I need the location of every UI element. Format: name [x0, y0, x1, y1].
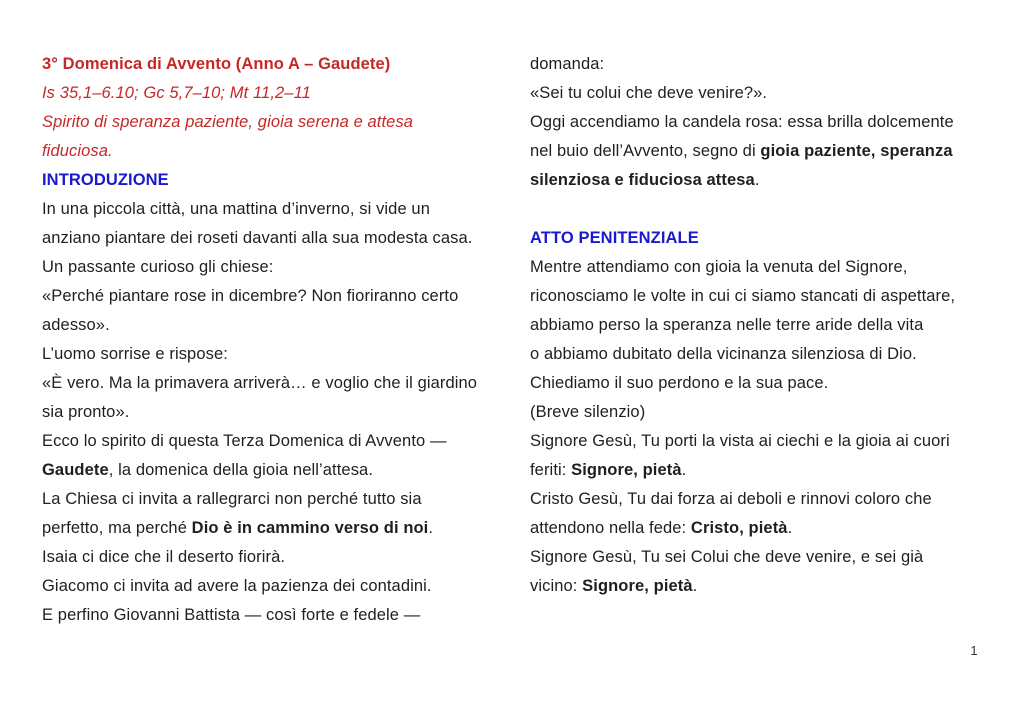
text-run: La Chiesa ci invita a rallegrarci non perché tutto sia [42, 490, 422, 508]
text-line [42, 601, 524, 630]
text-run: . [787, 519, 793, 537]
text-run: , la domenica della gioia nell’attesa. [108, 461, 374, 479]
text-run: Cristo, pietà [690, 519, 788, 537]
left-column [42, 50, 524, 630]
text-run: . [681, 461, 687, 479]
text-line [530, 456, 1000, 485]
text-run: riconosciamo le volte in cui ci siamo stancati di aspettare, [530, 287, 956, 305]
text-run: fiduciosa. [42, 142, 113, 160]
text-line [42, 195, 524, 224]
text-run: Ecco lo spirito di questa Terza Domenica di Avvento — [42, 432, 447, 450]
text-line [42, 50, 524, 79]
text-run: Chiediamo il suo perdono e la sua pace. [530, 374, 829, 392]
text-line [530, 253, 1000, 282]
text-line [42, 108, 524, 137]
text-line [42, 456, 524, 485]
text-run: attendono nella fede: [530, 519, 691, 537]
text-run: «È vero. Ma la primavera arriverà… e voglio che il giardino [42, 374, 478, 392]
text-run: Dio è in cammino verso di noi [191, 519, 429, 537]
text-run: (Breve silenzio) [530, 403, 646, 421]
text-line [42, 224, 524, 253]
text-run: E perfino Giovanni Battista — così forte e fedele — [42, 606, 421, 624]
text-run: INTRODUZIONE [42, 171, 169, 189]
text-run: Oggi accendiamo la candela rosa: essa brilla dolcemente [530, 113, 954, 131]
text-run: 3° Domenica di Avvento (Anno A – Gaudete) [42, 55, 391, 73]
text-run: . [692, 577, 698, 595]
text-line [530, 79, 1000, 108]
text-line [530, 369, 1000, 398]
text-run: ATTO PENITENZIALE [530, 229, 699, 247]
text-run: «Sei tu colui che deve venire?». [530, 84, 768, 102]
text-line [530, 572, 1000, 601]
text-line [530, 50, 1000, 79]
text-run: sia pronto». [42, 403, 130, 421]
text-line [530, 543, 1000, 572]
text-run: In una piccola città, una mattina d’inverno, si vide un [42, 200, 430, 218]
text-line [42, 514, 524, 543]
text-line [530, 485, 1000, 514]
text-run: anziano piantare dei roseti davanti alla sua modesta casa. [42, 229, 473, 247]
text-line [530, 398, 1000, 427]
text-line [42, 253, 524, 282]
text-run: o abbiamo dubitato della vicinanza silenziosa di Dio. [530, 345, 917, 363]
text-line [42, 543, 524, 572]
text-run: adesso». [42, 316, 110, 334]
text-run: «Perché piantare rose in dicembre? Non fioriranno certo [42, 287, 459, 305]
text-run: domanda: [530, 55, 605, 73]
text-line [42, 282, 524, 311]
text-run: silenziosa e fiduciosa attesa [530, 171, 755, 189]
page-number: 1 [970, 643, 978, 658]
text-line [42, 311, 524, 340]
text-line [530, 108, 1000, 137]
text-run: . [754, 171, 760, 189]
text-run: Signore, pietà [571, 461, 682, 479]
text-line [42, 340, 524, 369]
text-line [42, 137, 524, 166]
text-line [530, 427, 1000, 456]
text-line [530, 311, 1000, 340]
text-run: feriti: [530, 461, 572, 479]
text-line [42, 79, 524, 108]
text-run: abbiamo perso la speranza nelle terre aride della vita [530, 316, 924, 334]
text-line [42, 369, 524, 398]
text-line [42, 398, 524, 427]
text-run: Giacomo ci invita ad avere la pazienza dei contadini. [42, 577, 432, 595]
text-run: Cristo Gesù, Tu dai forza ai deboli e rinnovi coloro che [530, 490, 932, 508]
text-run: Spirito di speranza paziente, gioia serena e attesa [42, 113, 414, 131]
text-run: perfetto, ma perché [42, 519, 192, 537]
text-line [42, 572, 524, 601]
text-run: Is 35,1–6.10; Gc 5,7–10; Mt 11,2–11 [42, 84, 311, 102]
text-line [530, 224, 1000, 253]
text-line [530, 282, 1000, 311]
text-run: Signore Gesù, Tu porti la vista ai ciechi e la gioia ai cuori [530, 432, 950, 450]
text-line [42, 485, 524, 514]
right-column [530, 50, 1000, 601]
text-line [530, 340, 1000, 369]
text-run: Un passante curioso gli chiese: [42, 258, 274, 276]
text-line [42, 427, 524, 456]
text-run: vicino: [530, 577, 583, 595]
text-line [530, 137, 1000, 166]
text-run: . [428, 519, 434, 537]
text-run: Mentre attendiamo con gioia la venuta del Signore, [530, 258, 908, 276]
text-run: Signore, pietà [582, 577, 693, 595]
text-line [530, 514, 1000, 543]
text-run: L’uomo sorrise e rispose: [42, 345, 228, 363]
text-run: gioia paziente, speranza [760, 142, 953, 160]
text-run: Isaia ci dice che il deserto fiorirà. [42, 548, 286, 566]
text-line [530, 166, 1000, 195]
text-line [530, 195, 1000, 224]
text-run: Signore Gesù, Tu sei Colui che deve venire, e sei già [530, 548, 924, 566]
text-run: nel buio dell’Avvento, segno di [530, 142, 761, 160]
text-run: Gaudete [42, 461, 109, 479]
text-line [42, 166, 524, 195]
